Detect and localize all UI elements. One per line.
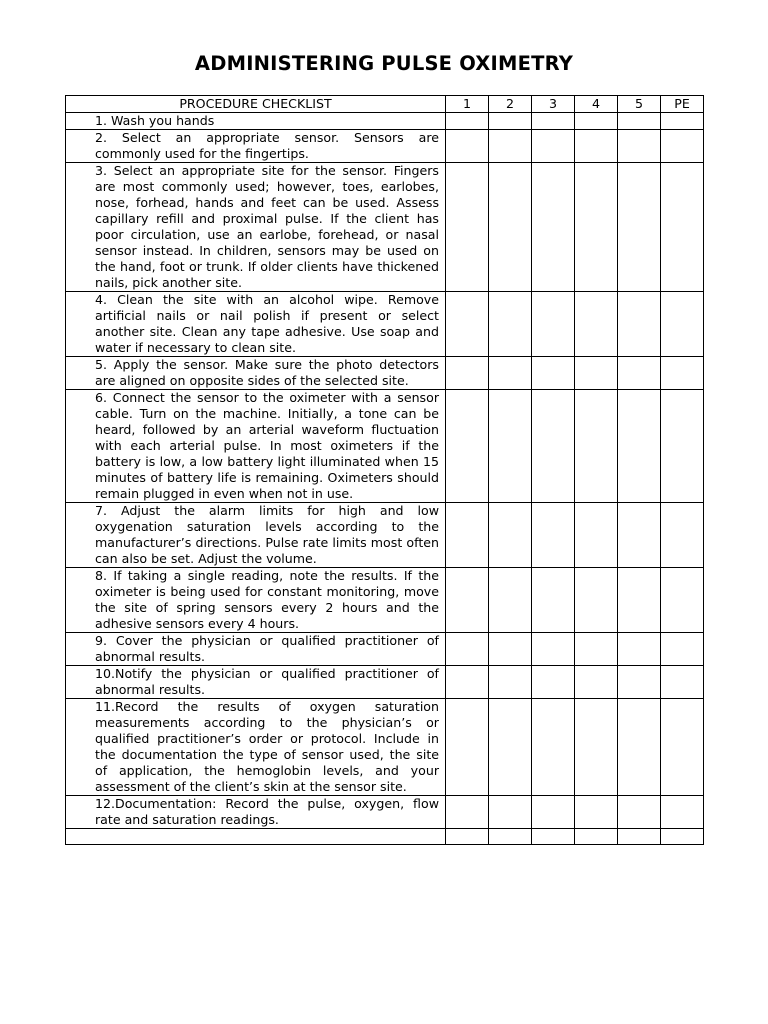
score-cell[interactable] <box>446 357 489 390</box>
header-trial-2: 2 <box>489 96 532 113</box>
table-row <box>66 568 704 633</box>
score-cell[interactable] <box>489 829 532 845</box>
score-cell[interactable] <box>618 829 661 845</box>
score-cell[interactable] <box>618 796 661 829</box>
table-header-row <box>66 96 704 113</box>
score-cell[interactable] <box>618 503 661 568</box>
page-title: ADMINISTERING PULSE OXIMETRY <box>194 52 574 75</box>
score-cell[interactable] <box>575 113 618 130</box>
procedure-step-text: 7. Adjust the alarm limits for high and low oxygenation saturation levels according to the manufacturer’s directions. Pulse rate limits most often can also be set. Adjust the volume. <box>66 503 446 568</box>
table-row <box>66 357 704 390</box>
score-cell[interactable] <box>575 633 618 666</box>
procedure-step-text: 1. Wash you hands <box>66 113 446 130</box>
score-cell[interactable] <box>532 357 575 390</box>
score-cell[interactable] <box>532 113 575 130</box>
score-cell[interactable] <box>661 357 704 390</box>
score-cell[interactable] <box>661 503 704 568</box>
header-procedure-checklist: PROCEDURE CHECKLIST <box>66 96 446 113</box>
score-cell[interactable] <box>661 796 704 829</box>
score-cell[interactable] <box>618 568 661 633</box>
table-row <box>66 796 704 829</box>
score-cell[interactable] <box>446 292 489 357</box>
score-cell[interactable] <box>575 796 618 829</box>
score-cell[interactable] <box>489 163 532 292</box>
table-row <box>66 829 704 845</box>
score-cell[interactable] <box>661 568 704 633</box>
score-cell[interactable] <box>618 357 661 390</box>
score-cell[interactable] <box>661 292 704 357</box>
score-cell[interactable] <box>575 163 618 292</box>
procedure-step-text: 4. Clean the site with an alcohol wipe. Remove artificial nails or nail polish if present or select another site. Clean any tape adhesive. Use soap and water if necessary to clean site. <box>66 292 446 357</box>
procedure-step-text: 12.Documentation: Record the pulse, oxygen, flow rate and saturation readings. <box>66 796 446 829</box>
score-cell[interactable] <box>618 163 661 292</box>
score-cell[interactable] <box>618 390 661 503</box>
checklist-body <box>66 113 704 845</box>
score-cell[interactable] <box>489 357 532 390</box>
score-cell[interactable] <box>446 130 489 163</box>
score-cell[interactable] <box>532 829 575 845</box>
score-cell[interactable] <box>489 503 532 568</box>
table-row <box>66 503 704 568</box>
score-cell[interactable] <box>532 390 575 503</box>
score-cell[interactable] <box>532 699 575 796</box>
score-cell[interactable] <box>575 503 618 568</box>
score-cell[interactable] <box>446 390 489 503</box>
procedure-step-text: 9. Cover the physician or qualified practitioner of abnormal results. <box>66 633 446 666</box>
score-cell[interactable] <box>489 699 532 796</box>
score-cell[interactable] <box>489 390 532 503</box>
score-cell[interactable] <box>575 699 618 796</box>
score-cell[interactable] <box>618 633 661 666</box>
score-cell[interactable] <box>618 113 661 130</box>
score-cell[interactable] <box>532 163 575 292</box>
score-cell[interactable] <box>618 292 661 357</box>
score-cell[interactable] <box>618 699 661 796</box>
table-row <box>66 699 704 796</box>
procedure-step-text: 2. Select an appropriate sensor. Sensors are commonly used for the fingertips. <box>66 130 446 163</box>
score-cell[interactable] <box>446 633 489 666</box>
score-cell[interactable] <box>575 829 618 845</box>
procedure-step-text: 11.Record the results of oxygen saturation measurements according to the physician’s or qualified practitioner’s order or protocol. Include in the documentation the type of sensor used, the site of application, the hemoglobin levels, and your assessment of the client’s skin at the sensor site. <box>66 699 446 796</box>
table-row <box>66 163 704 292</box>
score-cell[interactable] <box>532 633 575 666</box>
score-cell[interactable] <box>489 568 532 633</box>
score-cell[interactable] <box>446 113 489 130</box>
score-cell[interactable] <box>661 113 704 130</box>
score-cell[interactable] <box>575 666 618 699</box>
score-cell[interactable] <box>489 130 532 163</box>
score-cell[interactable] <box>661 666 704 699</box>
procedure-step-text: 10.Notify the physician or qualified practitioner of abnormal results. <box>66 666 446 699</box>
header-trial-5: 5 <box>618 96 661 113</box>
score-cell[interactable] <box>575 568 618 633</box>
score-cell[interactable] <box>489 113 532 130</box>
table-row <box>66 130 704 163</box>
score-cell[interactable] <box>446 829 489 845</box>
table-row <box>66 633 704 666</box>
score-cell[interactable] <box>618 130 661 163</box>
header-trial-1: 1 <box>446 96 489 113</box>
table-row <box>66 292 704 357</box>
score-cell[interactable] <box>575 357 618 390</box>
score-cell[interactable] <box>489 666 532 699</box>
table-row <box>66 113 704 130</box>
score-cell[interactable] <box>489 292 532 357</box>
procedure-step-text: 3. Select an appropriate site for the sensor. Fingers are most commonly used; however, toes, earlobes, nose, forhead, hands and feet can be used. Assess capillary refill and proximal pulse. If the client has poor circulation, use an earlobe, forehead, or nasal sensor instead. In children, sensors may be used on the hand, foot or trunk. If older clients have thickened nails, pick another site. <box>66 163 446 292</box>
score-cell[interactable] <box>575 292 618 357</box>
score-cell[interactable] <box>489 633 532 666</box>
score-cell[interactable] <box>575 130 618 163</box>
score-cell[interactable] <box>446 163 489 292</box>
table-row <box>66 390 704 503</box>
score-cell[interactable] <box>661 633 704 666</box>
score-cell[interactable] <box>661 163 704 292</box>
score-cell[interactable] <box>532 568 575 633</box>
score-cell[interactable] <box>532 503 575 568</box>
table-row <box>66 666 704 699</box>
score-cell[interactable] <box>532 130 575 163</box>
score-cell[interactable] <box>532 796 575 829</box>
score-cell[interactable] <box>446 699 489 796</box>
score-cell[interactable] <box>489 796 532 829</box>
score-cell[interactable] <box>661 130 704 163</box>
procedure-step-text <box>66 829 446 845</box>
header-trial-4: 4 <box>575 96 618 113</box>
procedure-step-text: 6. Connect the sensor to the oximeter with a sensor cable. Turn on the machine. Initially, a tone can be heard, followed by an arterial waveform fluctuation with each arterial pulse. In most oximeters if the battery is low, a low battery light illuminated when 15 minutes of battery life is remaining. Oximeters should remain plugged in even when not in use. <box>66 390 446 503</box>
procedure-step-text: 8. If taking a single reading, note the results. If the oximeter is being used for constant monitoring, move the site of spring sensors every 2 hours and the adhesive sensors every 4 hours. <box>66 568 446 633</box>
header-trial-3: 3 <box>532 96 575 113</box>
score-cell[interactable] <box>446 666 489 699</box>
score-cell[interactable] <box>446 796 489 829</box>
score-cell[interactable] <box>532 292 575 357</box>
score-cell[interactable] <box>618 666 661 699</box>
score-cell[interactable] <box>446 568 489 633</box>
procedure-checklist-table <box>65 95 704 845</box>
score-cell[interactable] <box>661 699 704 796</box>
score-cell[interactable] <box>532 666 575 699</box>
score-cell[interactable] <box>661 390 704 503</box>
procedure-step-text: 5. Apply the sensor. Make sure the photo detectors are aligned on opposite sides of the selected site. <box>66 357 446 390</box>
score-cell[interactable] <box>661 829 704 845</box>
header-pe: PE <box>661 96 704 113</box>
score-cell[interactable] <box>575 390 618 503</box>
score-cell[interactable] <box>446 503 489 568</box>
